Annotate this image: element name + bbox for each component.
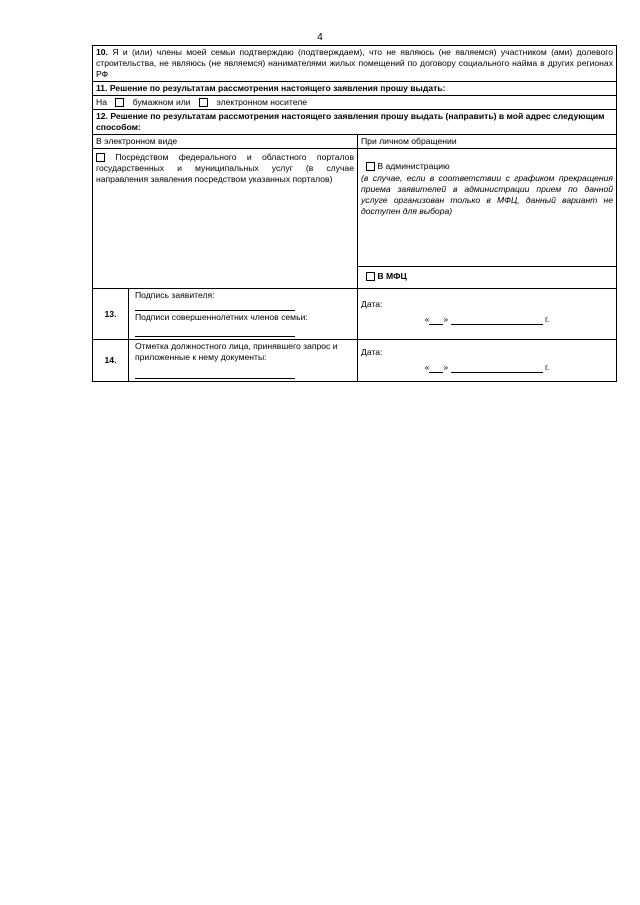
section-11-heading: 11. Решение по результатам рассмотрения настоящего заявления прошу выдать: xyxy=(93,82,617,96)
month-year-blank[interactable] xyxy=(451,363,543,373)
section-13-date-cell xyxy=(358,289,617,340)
administration-label: В администрацию xyxy=(377,161,450,171)
day-blank[interactable] xyxy=(429,315,443,325)
section-14-date-cell xyxy=(358,340,617,382)
paper-option-label: бумажном или xyxy=(132,97,191,107)
section-13-number: 13. xyxy=(93,289,129,340)
section-14-date-field[interactable] xyxy=(361,362,613,373)
month-year-blank[interactable] xyxy=(451,315,543,325)
official-mark-cell xyxy=(129,340,358,382)
section-12-heading-row xyxy=(93,110,617,135)
section-10-cell xyxy=(93,46,617,82)
year-suffix: г. xyxy=(544,314,550,324)
applicant-signature-label: Подпись заявителя: xyxy=(135,290,215,300)
day-blank[interactable] xyxy=(429,363,443,373)
section-14 xyxy=(93,340,617,382)
family-signature-line[interactable] xyxy=(135,327,295,337)
section-10 xyxy=(93,46,617,82)
official-signature-line[interactable] xyxy=(135,369,295,379)
portal-option-cell xyxy=(93,149,358,289)
section-12-heading: 12. Решение по результатам рассмотрения настоящего заявления прошу выдать (направить) в мой адрес следующим способом: xyxy=(93,110,617,135)
paper-checkbox[interactable] xyxy=(115,98,124,107)
mfc-checkbox[interactable] xyxy=(366,272,375,281)
section-11-options xyxy=(93,96,617,110)
official-mark-text: Отметка должностного лица, принявшего запрос и приложенные к нему документы: xyxy=(135,341,338,362)
signatures-cell xyxy=(129,289,358,340)
application-form xyxy=(92,45,616,382)
section-10-text: Я и (или) члены моей семьи подтверждаю (подтверждаем), что не являюсь (не являемся) участником (ами) долевого строительства, не являюсь (не являемся) нанимателями жилых помещений по договору социального найма в других регионах РФ xyxy=(96,47,614,79)
date-close-quote: » xyxy=(443,314,449,324)
date-close-quote: » xyxy=(443,362,449,372)
mfc-option-cell xyxy=(358,267,617,289)
section-13-date-label: Дата: xyxy=(361,299,383,309)
administration-checkbox[interactable] xyxy=(366,162,375,171)
section-13 xyxy=(93,289,617,340)
electronic-media-option-label: электронном носителе xyxy=(216,97,308,107)
date-open-quote: « xyxy=(424,362,430,372)
section-14-number: 14. xyxy=(93,340,129,382)
section-13-date-field[interactable] xyxy=(361,314,613,325)
year-suffix: г. xyxy=(544,362,550,372)
admin-option-cell xyxy=(358,149,617,267)
section-11-options-row xyxy=(93,96,617,110)
personal-column-header: При личном обращении xyxy=(358,135,617,149)
administration-note: (в случае, если в соответствии с графиком прекращения приема заявителей в администрации прием по данной услуге организован только в МФЦ, данный вариант не доступен для выбора) xyxy=(361,173,614,216)
electronic-column-header: В электронном виде xyxy=(93,135,358,149)
electronic-media-checkbox[interactable] xyxy=(199,98,208,107)
form-table xyxy=(92,45,617,382)
section-12-columns-row xyxy=(93,135,617,149)
page-number: 4 xyxy=(317,32,323,43)
section-10-number: 10. xyxy=(96,47,108,57)
date-open-quote: « xyxy=(424,314,430,324)
applicant-signature-line[interactable] xyxy=(135,301,295,311)
section-11-prefix: На xyxy=(96,97,107,107)
section-14-date-label: Дата: xyxy=(361,347,383,357)
mfc-label: В МФЦ xyxy=(377,271,407,281)
portal-option-text: Посредством федерального и областного порталов государственных и муниципальных услуг (в случае направления заявления посредством указанных порталов) xyxy=(96,152,355,184)
section-12-options-row xyxy=(93,149,617,267)
portal-checkbox[interactable] xyxy=(96,153,105,162)
family-signature-label: Подписи совершеннолетних членов семьи: xyxy=(135,312,308,322)
section-11-heading-row xyxy=(93,82,617,96)
